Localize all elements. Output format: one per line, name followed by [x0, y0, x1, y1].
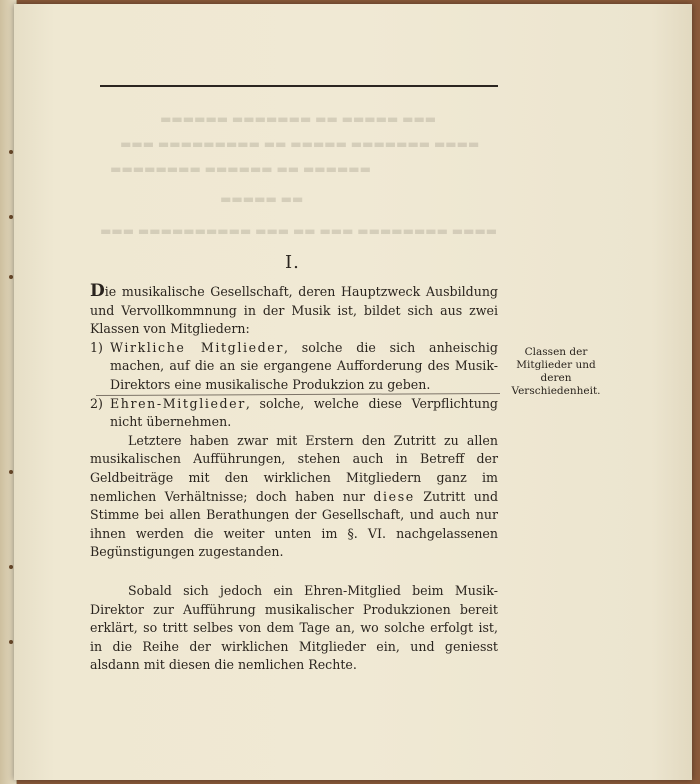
binding-stitch — [9, 275, 13, 279]
intro-paragraph — [90, 282, 498, 339]
top-rule — [100, 85, 498, 87]
list-item — [90, 395, 498, 432]
binding-stitch — [9, 565, 13, 569]
list-text: , solche, welche diese Verpflichtung nicht übernehmen. — [110, 395, 498, 430]
section-heading: I. — [285, 252, 300, 273]
show-through: ▬▬▬▬ ▬▬▬▬▬▬▬▬ ▬▬▬ ▬▬ ▬▬▬ ▬▬▬▬▬▬▬▬▬▬ ▬▬▬ — [100, 224, 498, 238]
show-through: ▬▬▬▬ ▬▬▬▬▬▬▬ ▬▬▬▬▬ ▬▬ ▬▬▬▬▬▬▬▬▬ ▬▬▬ — [120, 137, 480, 151]
intro-text: ie musikalische Gesellschaft, deren Hauptzweck Ausbildung und Vervollkommnung in der Musik ist, bildet sich aus zwei Klassen von Mitgliedern: — [90, 284, 498, 337]
paragraph-2-emphasis: diese — [373, 488, 415, 504]
list-text: , solche die sich anheischig machen, auf die an sie ergangene Aufforderung des Musik-Direktors eine musikalische Produkzion zu geben. — [110, 339, 498, 392]
paragraph-3: Sobald sich jedoch ein Ehren-Mitglied beim Musik-Direktor zur Aufführung musikalischer Produkzionen bereit erklärt, so tritt selbes von dem Tage an, wo solche erfolgt ist, in die Reihe der wirklichen Mitglieder ein, und geniesst alsdann mit diesen die nemlichen Rechte. — [90, 582, 498, 673]
list-term: Wirkliche Mitglieder — [110, 339, 284, 355]
list-number: 1) — [90, 339, 103, 355]
list-item — [90, 339, 498, 395]
binding-stitch — [9, 215, 13, 219]
paragraph-2-part2: Zutritt und Stimme bei allen Berathungen der Gesellschaft, und auch nur ihnen werden die weiter unten im §. VI. nachgelassenen Begünstigungen zugestanden. — [90, 488, 499, 560]
show-through: ▬▬▬▬▬▬ ▬▬ ▬▬▬▬▬▬ ▬▬▬▬▬▬▬▬ — [110, 162, 371, 176]
binding-stitch — [9, 640, 13, 644]
show-through: ▬▬▬ ▬▬▬▬▬ ▬▬ ▬▬▬▬▬▬▬ ▬▬▬▬▬▬ — [160, 112, 437, 126]
list-term: Ehren-Mitglieder — [110, 395, 246, 411]
drop-cap: D — [90, 281, 105, 301]
list-number: 2) — [90, 395, 103, 411]
paragraph-2 — [90, 432, 498, 562]
paragraph-2-part1: Letztere haben zwar mit Erstern den Zutritt zu allen musikalischen Aufführungen, stehen auch in Betreff der Geldbeiträge mit den wirklichen Mitgliedern ganz im nemlichen Verhältnisse; doch haben nur — [90, 432, 498, 504]
body-text — [90, 282, 498, 675]
binding-stitch — [9, 150, 13, 154]
show-through: ▬▬ ▬▬▬▬▬ — [220, 192, 304, 206]
margin-note: Classen der Mitglieder und deren Verschiedenheit. — [511, 346, 601, 397]
binding-stitch — [9, 470, 13, 474]
